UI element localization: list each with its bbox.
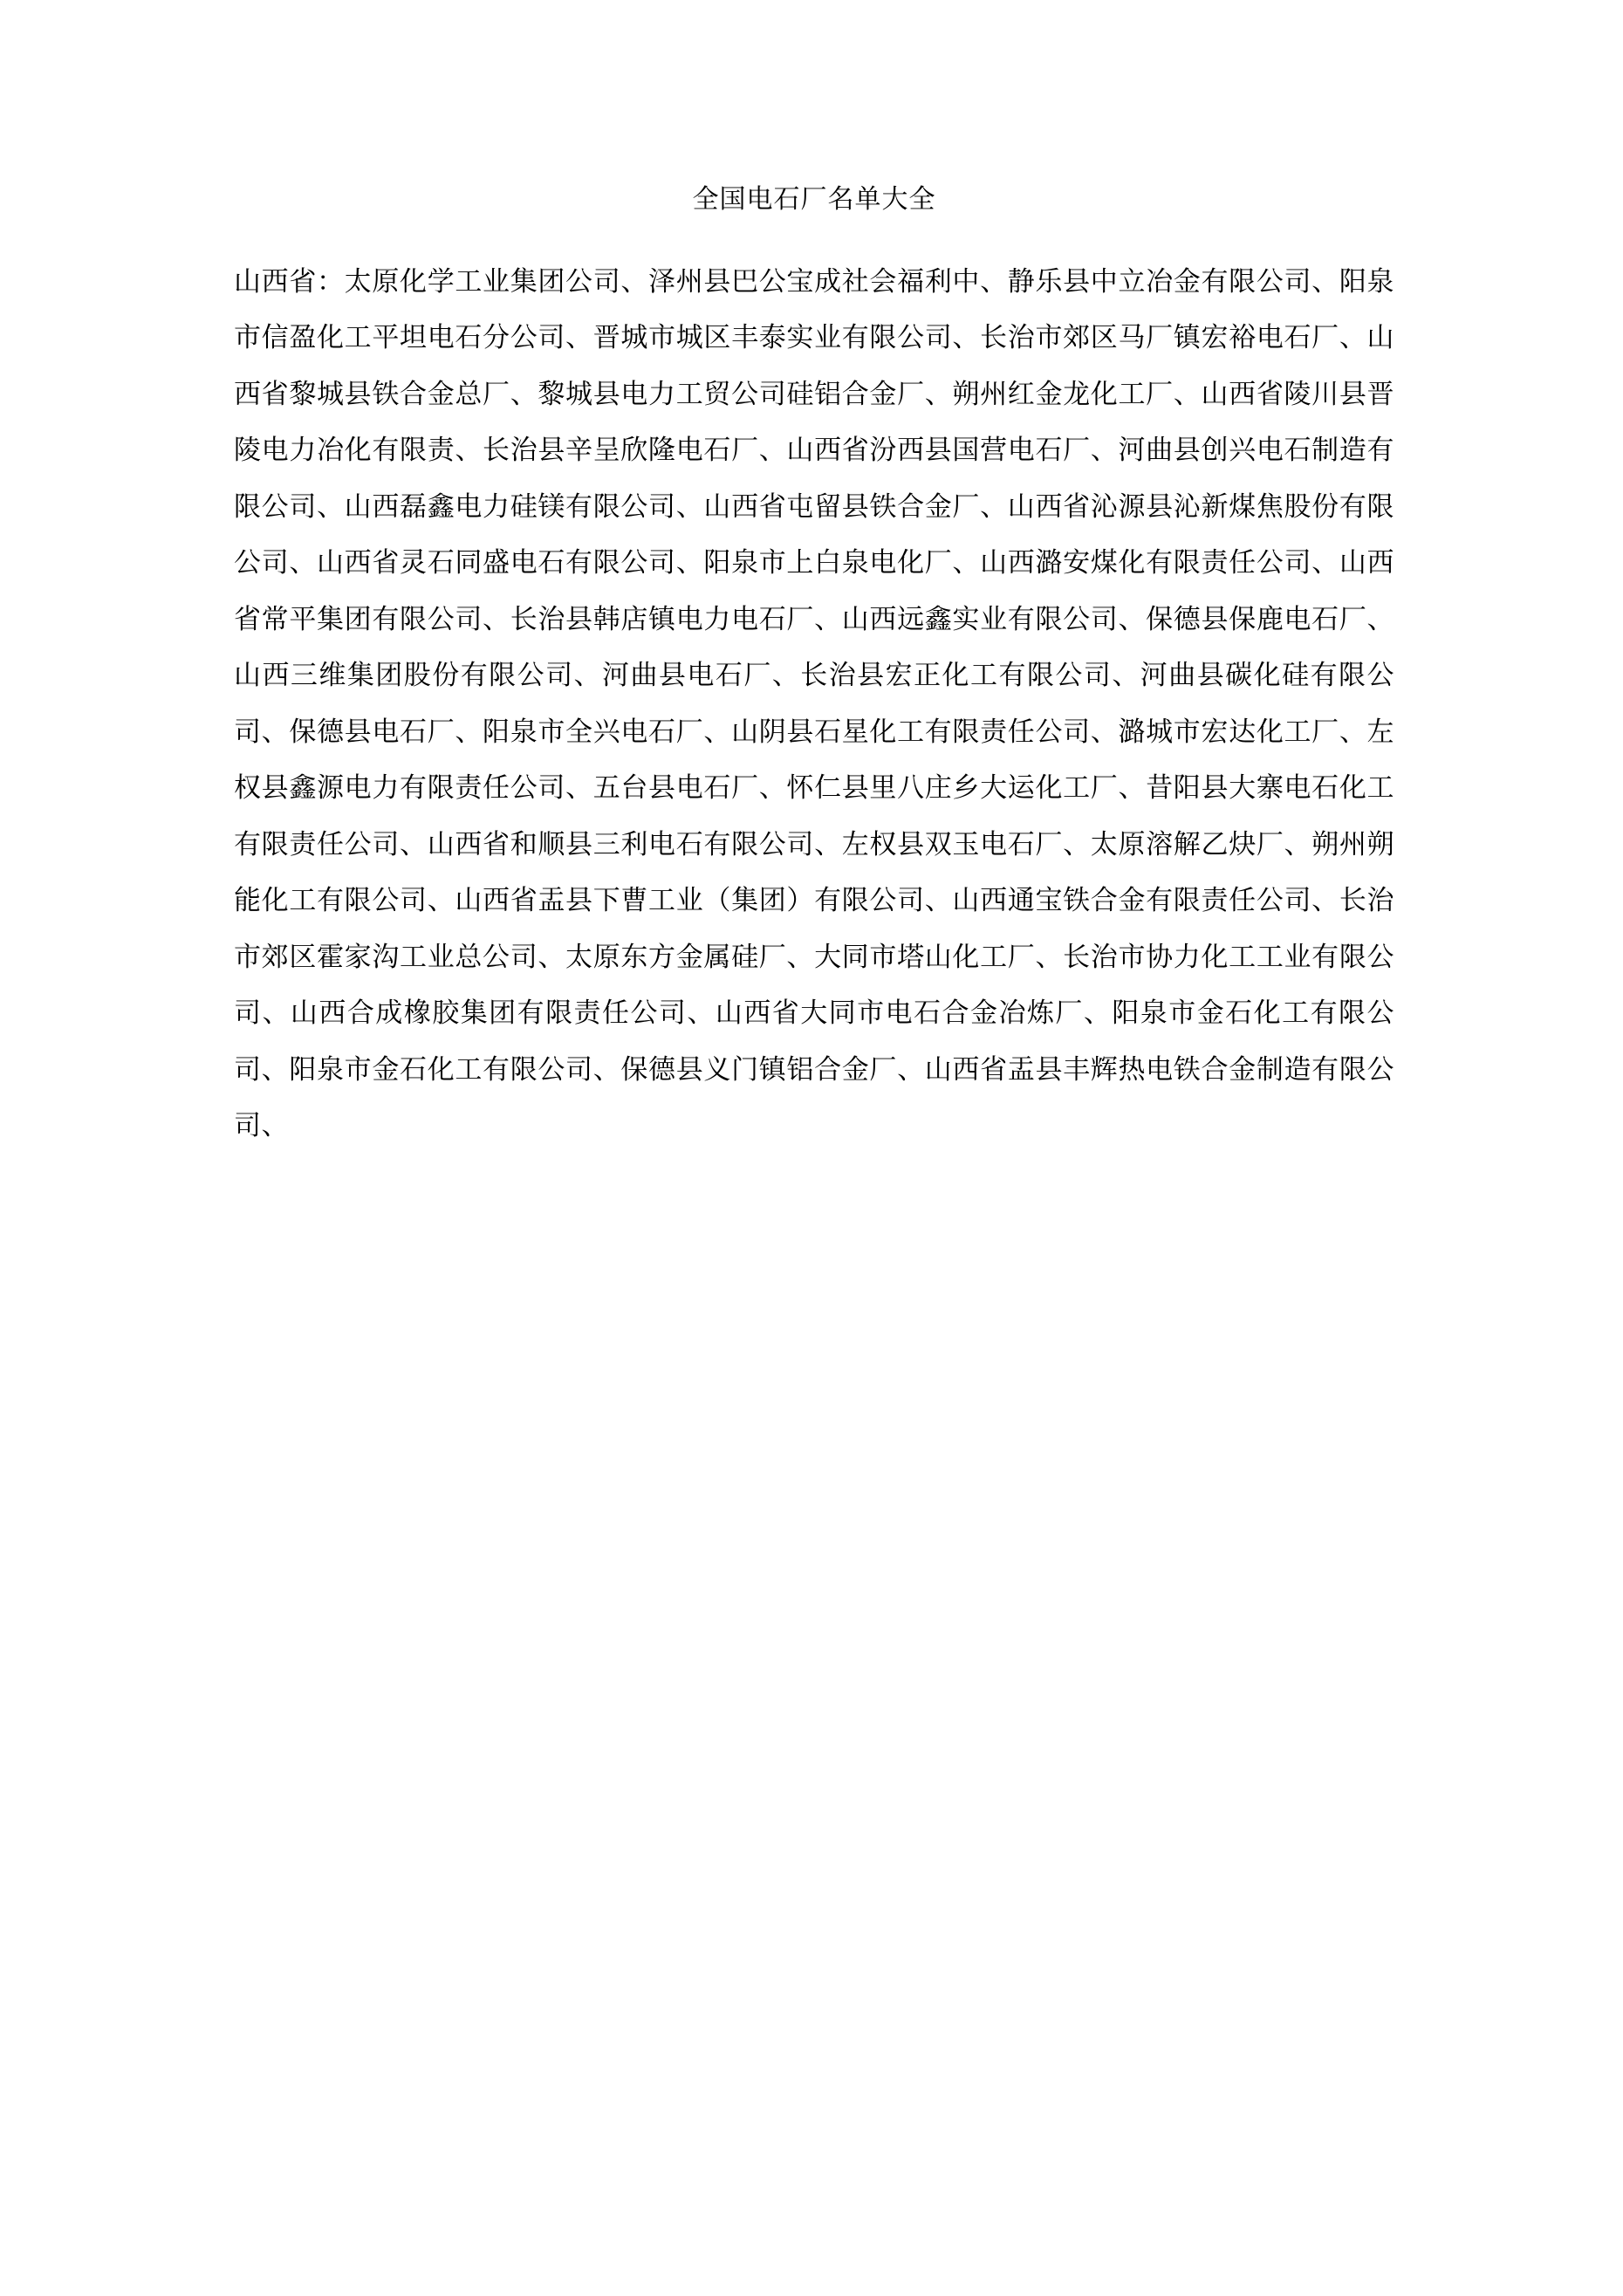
document-content: [234, 179, 1394, 1155]
page-title: 全国电石厂名单大全: [692, 184, 936, 215]
document-paragraph: 山西省：太原化学工业集团公司、泽州县巴公宝成社会福利中、静乐县中立冶金有限公司、阳泉市信盈化工平坦电石分公司、晋城市城区丰泰实业有限公司、长治市郊区马厂镇宏裕电石厂、山西省黎城县铁合金总厂、黎城县电力工贸公司硅铝合金厂、朔州红金龙化工厂、山西省陵川县晋陵电力冶化有限责、长治县辛呈欣隆电石厂、山西省汾西县国营电石厂、河曲县创兴电石制造有限公司、山西磊鑫电力硅镁有限公司、山西省屯留县铁合金厂、山西省沁源县沁新煤焦股份有限公司、山西省灵石同盛电石有限公司、阳泉市上白泉电化厂、山西潞安煤化有限责任公司、山西省常平集团有限公司、长治县韩店镇电力电石厂、山西远鑫实业有限公司、保德县保鹿电石厂、山西三维集团股份有限公司、河曲县电石厂、长治县宏正化工有限公司、河曲县碳化硅有限公司、保德县电石厂、阳泉市全兴电石厂、山阴县石星化工有限责任公司、潞城市宏达化工厂、左权县鑫源电力有限责任公司、五台县电石厂、怀仁县里八庄乡大运化工厂、昔阳县大寨电石化工有限责任公司、山西省和顺县三利电石有限公司、左权县双玉电石厂、太原溶解乙炔厂、朔州朔能化工有限公司、山西省盂县下曹工业（集团）有限公司、山西通宝铁合金有限责任公司、长治市郊区霍家沟工业总公司、太原东方金属硅厂、大同市塔山化工厂、长治市协力化工工业有限公司、山西合成橡胶集团有限责任公司、山西省大同市电石合金冶炼厂、阳泉市金石化工有限公司、阳泉市金石化工有限公司、保德县义门镇铝合金厂、山西省盂县丰辉热电铁合金制造有限公司、: [234, 266, 1394, 1142]
